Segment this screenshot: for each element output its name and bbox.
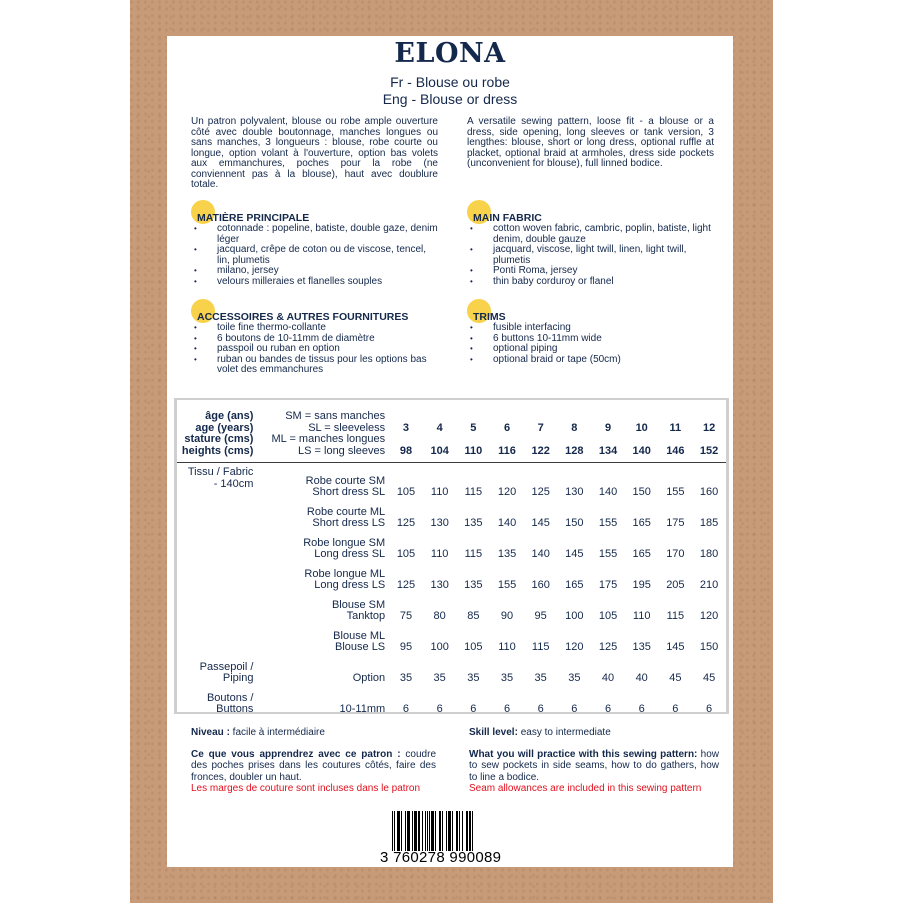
footer-en (469, 727, 719, 795)
list-item: • cotton woven fabric, cambric, poplin, batiste, light denim, double gauze (467, 224, 717, 245)
section-heading: MATIÈRE PRINCIPALE (191, 212, 441, 224)
table-cell: 110 (430, 548, 449, 560)
long-sleeves-legend: ML = manches longues LS = long sleeves (271, 433, 386, 457)
list-item: • velours milleraies et flanelles souples (191, 277, 441, 288)
table-cell: 85 (467, 610, 480, 622)
table-cell: 180 (699, 548, 719, 560)
barcode-number: 3 760278 990089 (380, 849, 502, 866)
seam-allowance-note-en: Seam allowances are included in this sewing pattern (469, 783, 702, 794)
list-item: • cotonnade : popeline, batiste, double gaze, denim léger (191, 224, 441, 245)
table-cell: 155 (497, 579, 517, 591)
list-item: • 6 buttons 10-11mm wide (467, 334, 717, 345)
table-cell: 6 (436, 703, 443, 715)
table-cell: 125 (531, 486, 550, 498)
table-cell: 145 (565, 548, 584, 560)
table-cell: 120 (565, 641, 584, 653)
table-cell: 175 (666, 517, 685, 529)
learning-fr: Ce que vous apprendrez avec ce patron : coudre des poches prises dans les coutures côtés, faire des fronces, doubler un haut. (191, 748, 437, 783)
table-cell: 115 (464, 548, 483, 560)
section-heading: MAIN FABRIC (467, 212, 717, 224)
row-group-label (177, 561, 257, 592)
table-cell: 135 (632, 641, 651, 653)
list-item: • fusible interfacing (467, 323, 717, 334)
table-cell: 105 (396, 548, 416, 560)
skill-level-fr: Niveau : facile à intermédiaire (191, 727, 325, 738)
table-cell: 45 (669, 672, 682, 684)
table-cell: 35 (534, 672, 547, 684)
table-cell: 120 (699, 610, 719, 622)
table-cell: 110 (498, 641, 516, 653)
table-cell: 135 (464, 579, 483, 591)
table-cell: 130 (430, 579, 449, 591)
section-main-fabric-fr (191, 212, 441, 287)
table-cell: 35 (568, 672, 581, 684)
table-cell: 130 (430, 517, 449, 529)
table-cell: 95 (399, 641, 413, 653)
list-item: • Ponti Roma, jersey (467, 266, 717, 277)
table-cell: 110 (430, 486, 449, 498)
age-label: âge (ans) age (years) (195, 410, 254, 434)
table-cell: 140 (598, 486, 618, 498)
table-cell: 6 (706, 703, 713, 715)
description-en: A versatile sewing pattern, loose fit - a blouse or a dress, side opening, long sleeves or tank version, 3 lengthes: blouse, short or long dress, optional ruffle at placket, optional braid at armholes, dress side pockets (unconvenient for blouse), full linned bodice. (467, 116, 714, 169)
table-cell: 160 (699, 486, 719, 498)
description-fr: Un patron polyvalent, blouse ou robe ample ouverture côté avec double boutonnage, manches longues ou sans manches, 3 longueurs : blouse, robe courte ou longue, option volant à l'ouverture, option bas volets aux emmanchures, poches pour la robe (ne conviennent pas à la blouse), haut avec doublure totale. (191, 116, 438, 190)
table-cell: 90 (500, 610, 514, 622)
table-cell: 40 (601, 672, 615, 684)
table-cell: 150 (699, 641, 719, 653)
skill-level-en: Skill level: easy to intermediate (469, 727, 611, 738)
table-cell: 155 (598, 517, 618, 529)
table-cell: 115 (531, 641, 550, 653)
row-group-label (177, 623, 257, 654)
section-trims-en (467, 311, 717, 365)
table-cell: 6 (402, 703, 410, 715)
table-row (177, 463, 726, 499)
row-group-label: Passepoil / Piping (199, 660, 254, 684)
table-cell: 210 (699, 579, 719, 591)
row-group-label (177, 530, 257, 561)
table-cell: 100 (430, 641, 449, 653)
table-cell: 6 (604, 703, 612, 715)
list-item: • optional braid or tape (50cm) (467, 355, 717, 366)
table-row (177, 654, 726, 685)
barcode-bars-icon (392, 811, 504, 851)
list-item: • toile fine thermo-collante (191, 323, 441, 334)
table-cell: 145 (666, 641, 685, 653)
table-cell: 40 (635, 672, 648, 684)
list-item: • passpoil ou ruban en option (191, 344, 441, 355)
row-group-label: Tissu / Fabric - 140cm (187, 466, 254, 490)
stature-label: stature (cms) heights (cms) (181, 433, 254, 457)
table-cell: 130 (565, 486, 584, 498)
list-item: • jacquard, viscose, light twill, linen, light twill, plumetis (467, 245, 717, 266)
table-cell: 6 (638, 703, 645, 715)
row-garment-label: Robe courte SM Short dress SL (305, 474, 386, 498)
list-item: • ruban ou bandes de tissus pour les options bas volet des emmanchures (191, 355, 441, 376)
row-garment-label: Blouse SM Tanktop (331, 598, 386, 622)
table-cell: 195 (632, 579, 651, 591)
row-garment-label: 10-11mm (339, 703, 386, 715)
list-item: • 6 boutons de 10-11mm de diamètre (191, 334, 441, 345)
table-cell: 105 (598, 610, 618, 622)
table-cell: 115 (666, 610, 685, 622)
section-trims-fr (191, 311, 441, 376)
table-cell: 155 (666, 486, 685, 498)
table-header-age-row: âge (ans) age (years) SM = sans manches SL = sleeveless 3 4 5 6 7 8 9 10 11 12 (177, 400, 726, 434)
row-group-label (177, 592, 257, 623)
seam-allowance-note-fr: Les marges de couture sont incluses dans le patron (191, 783, 421, 794)
table-cell: 165 (565, 579, 584, 591)
section-main-fabric-en (467, 212, 717, 287)
table-cell: 165 (632, 548, 651, 560)
table-cell: 105 (464, 641, 483, 653)
table-row (177, 561, 726, 592)
table-row (177, 623, 726, 654)
barcode (380, 805, 508, 867)
table-cell: 35 (500, 672, 514, 684)
table-cell: 135 (464, 517, 483, 529)
list-item: • milano, jersey (191, 266, 441, 277)
table-cell: 170 (666, 548, 685, 560)
learning-en: What you will practice with this sewing pattern: how to sew pockets in side seams, how to do gathers, how to line a bodice. (469, 748, 719, 783)
subtitle-fr: Fr - Blouse ou robe (390, 74, 510, 90)
table-cell: 140 (531, 548, 550, 560)
pattern-title: ELONA (394, 38, 506, 69)
table-cell: 35 (399, 672, 413, 684)
table-row (177, 530, 726, 561)
row-garment-label: Blouse ML Blouse LS (333, 629, 386, 653)
table-row (177, 685, 726, 716)
table-cell: 115 (464, 486, 483, 498)
table-cell: 135 (497, 548, 517, 560)
row-garment-label: Robe courte ML Short dress LS (306, 505, 386, 529)
row-garment-label: Robe longue SM Long dress SL (303, 536, 386, 560)
section-heading: ACCESSOIRES & AUTRES FOURNITURES (191, 311, 441, 323)
table-cell: 140 (497, 517, 517, 529)
row-garment-label: Robe longue ML Long dress LS (304, 567, 386, 591)
pattern-info-panel (167, 36, 733, 867)
table-cell: 45 (702, 672, 716, 684)
table-cell: 155 (598, 548, 618, 560)
table-cell: 150 (632, 486, 651, 498)
section-heading: TRIMS (467, 311, 717, 323)
list-item: • thin baby corduroy or flanel (467, 277, 717, 288)
table-cell: 100 (565, 610, 584, 622)
list-item: • jacquard, crêpe de coton ou de viscose, tencel, lin, plumetis (191, 245, 441, 266)
table-row (177, 592, 726, 623)
table-cell: 6 (537, 703, 544, 715)
table-cell: 35 (467, 672, 480, 684)
table-cell: 125 (598, 641, 618, 653)
row-group-label (177, 499, 257, 530)
table-header-height-row: stature (cms) heights (cms) ML = manches longues LS = long sleeves 98 104 110 116 122 128 134 140 146 152 (177, 434, 726, 463)
table-cell: 165 (632, 517, 651, 529)
table-cell: 160 (531, 579, 550, 591)
table-cell: 80 (433, 610, 446, 622)
table-cell: 205 (666, 579, 685, 591)
table-cell: 95 (534, 610, 547, 622)
footer-fr (191, 727, 436, 795)
table-cell: 110 (632, 610, 651, 622)
table-cell: 75 (399, 610, 413, 622)
table-row (177, 499, 726, 530)
table-cell: 105 (396, 486, 416, 498)
size-chart-table (174, 398, 729, 714)
table-cell: 145 (531, 517, 550, 529)
table-cell: 185 (699, 517, 719, 529)
table-cell: 6 (571, 703, 578, 715)
table-cell: 35 (433, 672, 446, 684)
table-cell: 125 (396, 517, 416, 529)
row-garment-label: Option (352, 672, 386, 684)
table-cell: 150 (565, 517, 584, 529)
table-cell: 6 (672, 703, 679, 715)
row-group-label: Boutons / Buttons (206, 691, 254, 715)
table-cell: 6 (503, 703, 511, 715)
table-cell: 125 (396, 579, 416, 591)
table-cell: 6 (470, 703, 477, 715)
sleeveless-legend: SM = sans manches SL = sleeveless (285, 410, 386, 434)
table-cell: 120 (497, 486, 517, 498)
subtitle-en: Eng - Blouse or dress (382, 91, 518, 107)
list-item: • optional piping (467, 344, 717, 355)
table-cell: 175 (598, 579, 618, 591)
